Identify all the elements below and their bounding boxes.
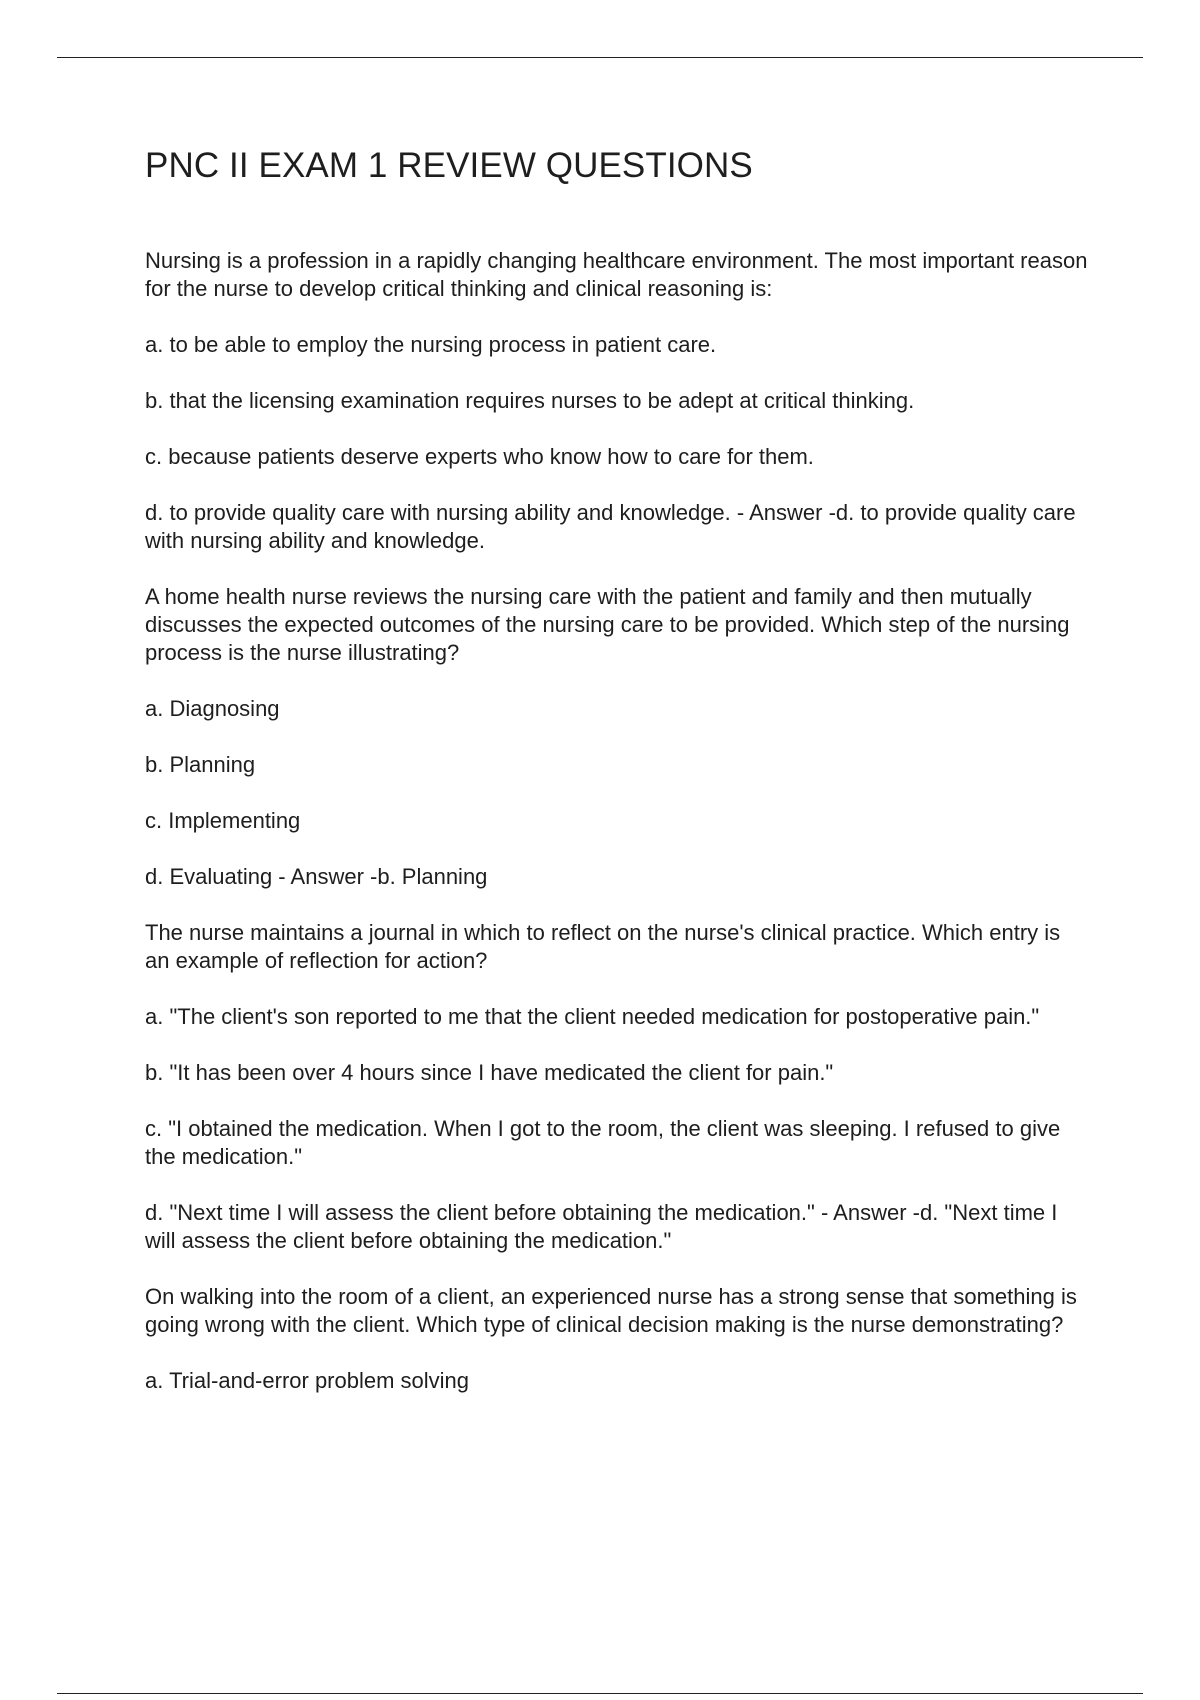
question-1 — [145, 247, 1090, 555]
answer-option: b. Planning — [145, 752, 256, 777]
answer-option: d. "Next time I will assess the client before obtaining the medication." - Answer -d. "Next time I will assess the client before obtaining the medication." — [145, 1200, 1058, 1253]
bottom-rule — [57, 1693, 1143, 1694]
question-stem: The nurse maintains a journal in which to reflect on the nurse's clinical practice. Which entry is an example of reflection for action? — [145, 920, 1061, 973]
question-stem: On walking into the room of a client, an experienced nurse has a strong sense that something is going wrong with the client. Which type of clinical decision making is the nurse demonstrating? — [145, 1284, 1077, 1337]
answer-option: a. Diagnosing — [145, 696, 280, 721]
answer-option: c. "I obtained the medication. When I got to the room, the client was sleeping. I refused to give the medication." — [145, 1116, 1061, 1169]
answer-option: b. "It has been over 4 hours since I have medicated the client for pain." — [145, 1060, 834, 1085]
question-stem: Nursing is a profession in a rapidly changing healthcare environment. The most important reason for the nurse to develop critical thinking and clinical reasoning is: — [145, 248, 1088, 301]
answer-option: d. to provide quality care with nursing ability and knowledge. - Answer -d. to provide quality care with nursing ability and knowledge. — [145, 500, 1076, 553]
document-body — [145, 140, 1090, 1423]
answer-option: a. "The client's son reported to me that the client needed medication for postoperative pain." — [145, 1004, 1040, 1029]
answer-option: b. that the licensing examination requires nurses to be adept at critical thinking. — [145, 388, 915, 413]
document-title: PNC II EXAM 1 REVIEW QUESTIONS — [145, 146, 753, 185]
top-rule — [57, 57, 1143, 58]
answer-option: d. Evaluating - Answer -b. Planning — [145, 864, 488, 889]
question-3 — [145, 919, 1090, 1255]
answer-option: c. because patients deserve experts who know how to care for them. — [145, 444, 814, 469]
answer-option: c. Implementing — [145, 808, 301, 833]
answer-option: a. to be able to employ the nursing process in patient care. — [145, 332, 717, 357]
question-2 — [145, 583, 1090, 891]
question-4 — [145, 1283, 1090, 1395]
answer-option: a. Trial-and-error problem solving — [145, 1368, 470, 1393]
question-stem: A home health nurse reviews the nursing care with the patient and family and then mutually discusses the expected outcomes of the nursing care to be provided. Which step of the nursing process is the nurse illustrating? — [145, 584, 1070, 665]
